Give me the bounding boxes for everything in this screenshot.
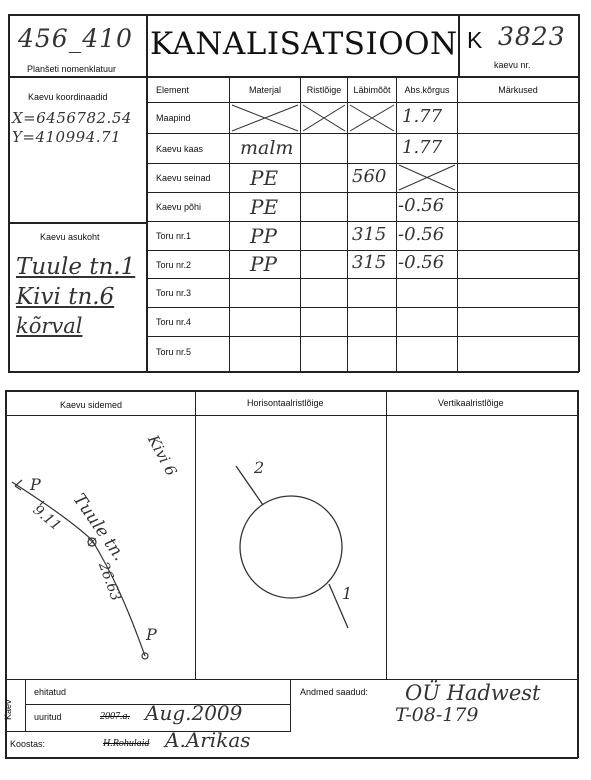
row-label-maapind: Maapind [156,113,191,123]
street-label-kivi: Kivi 6 [144,432,181,479]
asukoht-line-2: Kivi tn.6 [16,284,115,310]
distance-1: 9.11 [29,502,64,535]
row-label-kaevu-pohi: Kaevu põhi [156,202,202,212]
distance-2: 26.63 [94,560,124,604]
koostas-name: A.Arikas [165,728,251,752]
koostas-old-name: H.Rohulaid [103,738,150,749]
ehitatud-label: ehitatud [34,687,67,697]
kaev-label: Kaev [3,699,13,720]
uuritud-date: Aug.2009 [145,701,243,725]
sidemed-label: Kaevu sidemed [60,400,123,410]
well-circle-icon [240,496,342,598]
kaevu-pohi-materjal: PE [250,195,279,219]
horisontaal-label: Horisontaalristlõige [247,398,324,408]
kaevu-kaas-materjal: malm [240,137,294,159]
andmed-label: Andmed saadud: [300,687,369,697]
toru-1-abs: -0.56 [398,224,445,245]
row-label-toru-5: Toru nr.5 [156,347,192,357]
row-label-kaevu-seinad: Kaevu seinad [156,173,211,183]
uuritud-label: uuritud [34,712,62,722]
kaevu-number-label: kaevu nr. [494,60,531,70]
col-header-materjal: Materjal [248,85,281,95]
x-coordinate: X=6456782.54 [12,109,132,127]
toru-2-materjal: PP [250,252,277,276]
maapind-abs: 1.77 [402,106,443,127]
coords-label: Kaevu koordinaadid [28,92,108,102]
nomenklatuur-label: Planšeti nomenklatuur [27,64,117,74]
p-marker-label-1: P [30,475,41,494]
andmed-company: OÜ Hadwest [405,681,541,705]
row-label-kaevu-kaas: Kaevu kaas [156,143,204,154]
kaevu-seinad-labimoot: 560 [352,166,387,187]
kaevu-kaas-abs: 1.77 [402,137,443,158]
vertikaal-label: Vertikaalristlõige [438,398,504,408]
row-label-toru-1: Toru nr.1 [156,231,192,241]
row-label-toru-3: Toru nr.3 [156,288,192,298]
col-header-labimoot: Läbimõõt [353,85,391,95]
kaevu-number: 3823 [498,22,566,51]
col-header-abs: Abs.kõrgus [404,85,450,95]
nomenklatuur-value: 456_410 [18,24,133,53]
street-label-tuule: Tuule tn. [68,490,130,565]
toru-1-labimoot: 315 [352,224,387,245]
col-header-element: Element [156,85,190,95]
kaevu-seinad-materjal: PE [250,166,279,190]
asukoht-line-3: kõrval [16,314,83,338]
asukoht-line-1: Tuule tn.1 [16,254,136,280]
row-label-toru-2: Toru nr.2 [156,259,192,270]
kaevu-letter: K [467,27,483,53]
koostas-label: Koostas: [10,739,46,749]
p-marker-label-2: P [146,625,157,644]
asukoht-label: Kaevu asukoht [40,232,100,242]
col-header-ristloige: Ristlõige [306,85,342,95]
toru-1-materjal: PP [250,224,277,248]
kaevu-pohi-abs: -0.56 [398,195,445,216]
row-label-toru-4: Toru nr.4 [156,317,192,327]
pipe-1-label: 1 [342,584,353,603]
pipe-2-label: 2 [254,458,265,477]
col-header-markused: Märkused [498,85,538,95]
y-coordinate: Y=410994.71 [12,128,122,146]
toru-2-abs: -0.56 [398,252,445,273]
page-title: KANALISATSIOON [150,26,458,62]
toru-2-labimoot: 315 [352,252,387,273]
andmed-document: T-08-179 [395,704,479,726]
uuritud-old-year: 2007.a. [100,711,130,722]
